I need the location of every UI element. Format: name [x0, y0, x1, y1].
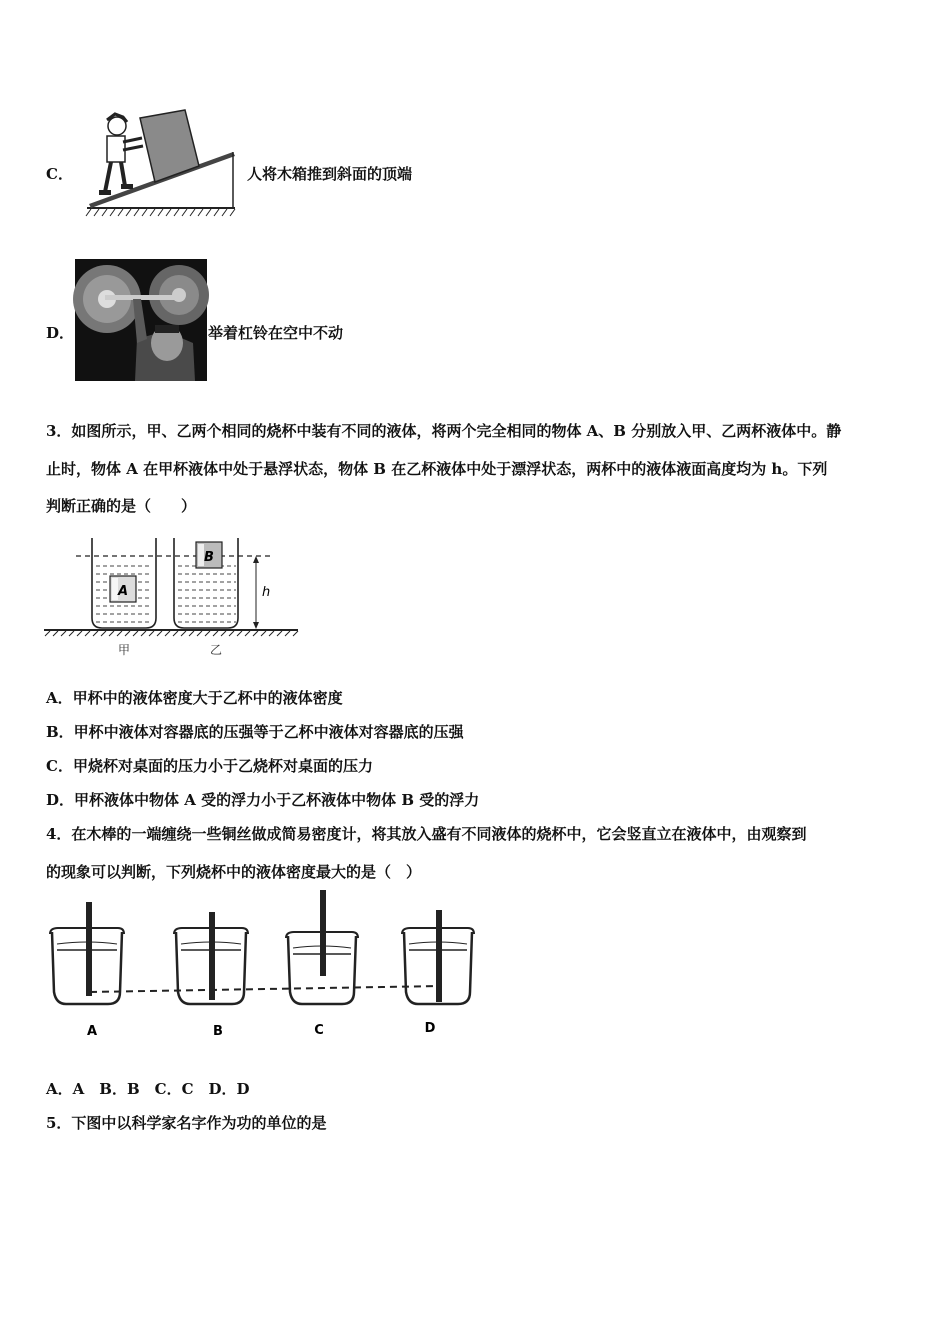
option-c-letter: C． [46, 165, 73, 183]
q4-beaker-label-c: C [314, 1023, 324, 1038]
q3-line-1: 3．如图所示，甲、乙两个相同的烧杯中装有不同的液体，将两个完全相同的物体 A、B 分别放入甲、乙两杯液体中。静 [46, 422, 842, 440]
q3-label-cup-left: 甲 [117, 643, 131, 657]
q3-option-b: B．甲杯中液体对容器底的压强等于乙杯中液体对容器底的压强 [46, 723, 464, 741]
option-d-letter: D． [46, 324, 75, 342]
q3-option-a: A．甲杯中的液体密度大于乙杯中的液体密度 [46, 689, 343, 707]
q3-option-d: D．甲杯液体中物体 A 受的浮力小于乙杯液体中物体 B 受的浮力 [46, 791, 480, 809]
q3-line-2: 止时，物体 A 在甲杯液体中处于悬浮状态，物体 B 在乙杯液体中处于漂浮状态，两杯中的液体液面高度均为 h。下列 [46, 460, 828, 478]
q3-figure [44, 536, 304, 662]
q4-line-1: 4．在木棒的一端缠绕一些铜丝做成简易密度计，将其放入盛有不同液体的烧杯中，它会竖直立在液体中，由观察到 [46, 825, 807, 843]
option-c-illustration [85, 108, 240, 218]
option-d-barbell-photo [75, 259, 207, 381]
q3-option-c: C．甲烧杯对桌面的压力小于乙烧杯对桌面的压力 [46, 757, 373, 775]
q4-figure [44, 888, 484, 1048]
option-d-caption: 举着杠铃在空中不动 [208, 324, 344, 342]
q3-label-cup-right: 乙 [209, 643, 223, 657]
q3-label-b: B [204, 550, 214, 565]
q5-line-1: 5．下图中以科学家名字作为功的单位的是 [46, 1114, 327, 1132]
q4-beaker-label-d: D [424, 1021, 436, 1036]
q4-beaker-label-b: B [213, 1024, 223, 1039]
q4-options: A．A B．B C．C D．D [46, 1080, 250, 1098]
q4-line-2: 的现象可以判断，下列烧杯中的液体密度最大的是（ ） [46, 863, 422, 881]
q3-label-a: A [117, 584, 129, 599]
option-c-caption: 人将木箱推到斜面的顶端 [247, 165, 413, 183]
q4-beaker-label-a: A [86, 1024, 98, 1039]
q3-line-3: 判断正确的是（ ） [46, 497, 197, 515]
q3-label-h: h [262, 585, 271, 600]
